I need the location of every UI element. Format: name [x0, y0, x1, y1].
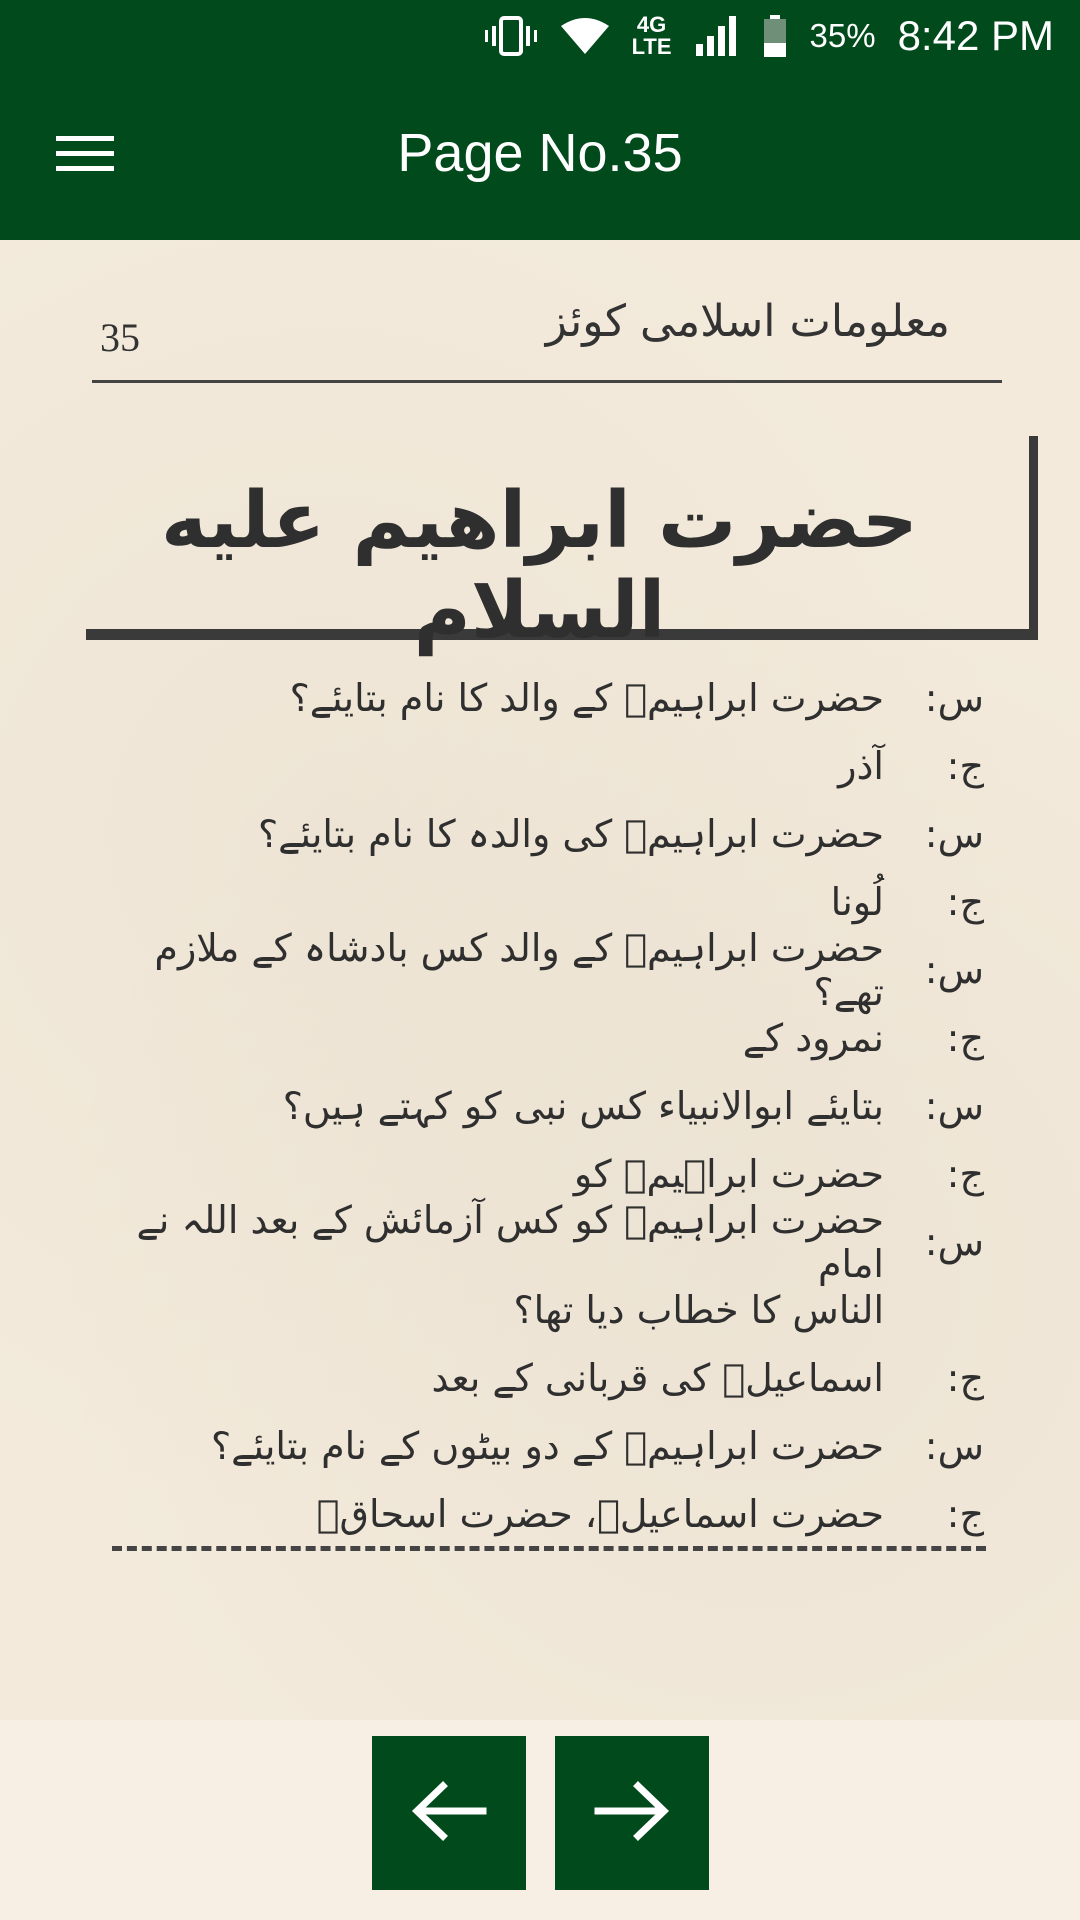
- qa-label: ج:: [946, 1152, 984, 1196]
- vibrate-icon: [484, 16, 538, 56]
- qa-line: [100, 664, 984, 732]
- qa-label: س:: [924, 1424, 984, 1468]
- next-page-button[interactable]: [555, 1736, 709, 1890]
- arrow-left-icon: [411, 1780, 487, 1846]
- qa-label: س:: [924, 812, 984, 856]
- qa-label: ج:: [946, 744, 984, 788]
- qa-line: [100, 800, 984, 868]
- scanned-page: [0, 240, 1080, 1720]
- qa-text: اسماعیلؑ کی قربانی کے بعد: [431, 1356, 884, 1400]
- wifi-icon: [560, 16, 610, 56]
- app-bar: [0, 72, 1080, 240]
- status-bar: [0, 0, 1080, 72]
- qa-text: حضرت ابراہیمؑ کو: [573, 1152, 884, 1196]
- network-type-bottom: LTE: [631, 34, 672, 59]
- qa-line: [100, 1004, 984, 1072]
- qa-label: ج:: [946, 1492, 984, 1536]
- qa-line: [100, 1344, 984, 1412]
- network-type-top: 4G: [636, 12, 667, 37]
- battery-percentage: 35%: [809, 17, 876, 54]
- network-type: [632, 14, 672, 58]
- qa-line: [100, 1198, 984, 1286]
- qa-line: [100, 1072, 984, 1140]
- qa-text: لُونا: [830, 880, 884, 924]
- scan-header-rule: [92, 380, 1002, 383]
- qa-label: س:: [924, 1220, 984, 1264]
- qa-text: حضرت اسماعیلؑ، حضرت اسحاقؑ: [316, 1492, 884, 1536]
- clock: 8:42 PM: [897, 12, 1054, 59]
- qa-label: س:: [924, 676, 984, 720]
- qa-label: ج:: [946, 1356, 984, 1400]
- scan-book-title: معلومات اسلامی کوئز: [545, 296, 950, 347]
- scan-page-number: 35: [100, 315, 140, 360]
- qa-line: [100, 732, 984, 800]
- scan-heading-box: [86, 436, 1038, 656]
- arrow-right-icon: [594, 1780, 670, 1846]
- qa-text: حضرت ابراہیمؑ کے دو بیٹوں کے نام بتایئے؟: [210, 1424, 884, 1468]
- scan-end-rule: [112, 1546, 986, 1551]
- qa-line: [100, 1276, 984, 1344]
- qa-text: حضرت ابراہیمؑ کے والد کا نام بتایئے؟: [289, 676, 884, 720]
- cell-signal-icon: [694, 14, 740, 58]
- qa-line: [100, 926, 984, 1014]
- qa-label: ج:: [946, 1016, 984, 1060]
- qa-line: [100, 1412, 984, 1480]
- page-title: Page No.35: [397, 123, 683, 183]
- qa-text: حضرت ابراہیمؑ کے والد کس بادشاہ کے ملازم تھے؟: [154, 926, 884, 1014]
- qa-line: [100, 1480, 984, 1548]
- qa-text: آذر: [838, 744, 884, 788]
- page-navigation: [0, 1720, 1080, 1920]
- qa-text: حضرت ابراہیمؑ کو کس آزمائش کے بعد اللہ نے امام: [136, 1198, 884, 1286]
- qa-text: حضرت ابراہیمؑ کی والدہ کا نام بتایئے؟: [257, 812, 884, 856]
- qa-label: ج:: [946, 880, 984, 924]
- qa-label: س:: [924, 948, 984, 992]
- qa-label: س:: [924, 1084, 984, 1128]
- qa-text: الناس کا خطاب دیا تھا؟: [513, 1288, 884, 1332]
- scan-heading: حضرت ابراهیم علیه السلام: [161, 476, 918, 656]
- previous-page-button[interactable]: [372, 1736, 526, 1890]
- qa-text: بتایئے ابوالانبیاء کس نبی کو کہتے ہیں؟: [282, 1084, 884, 1128]
- qa-text: نمرود کے: [742, 1016, 884, 1060]
- battery-icon: [762, 14, 788, 58]
